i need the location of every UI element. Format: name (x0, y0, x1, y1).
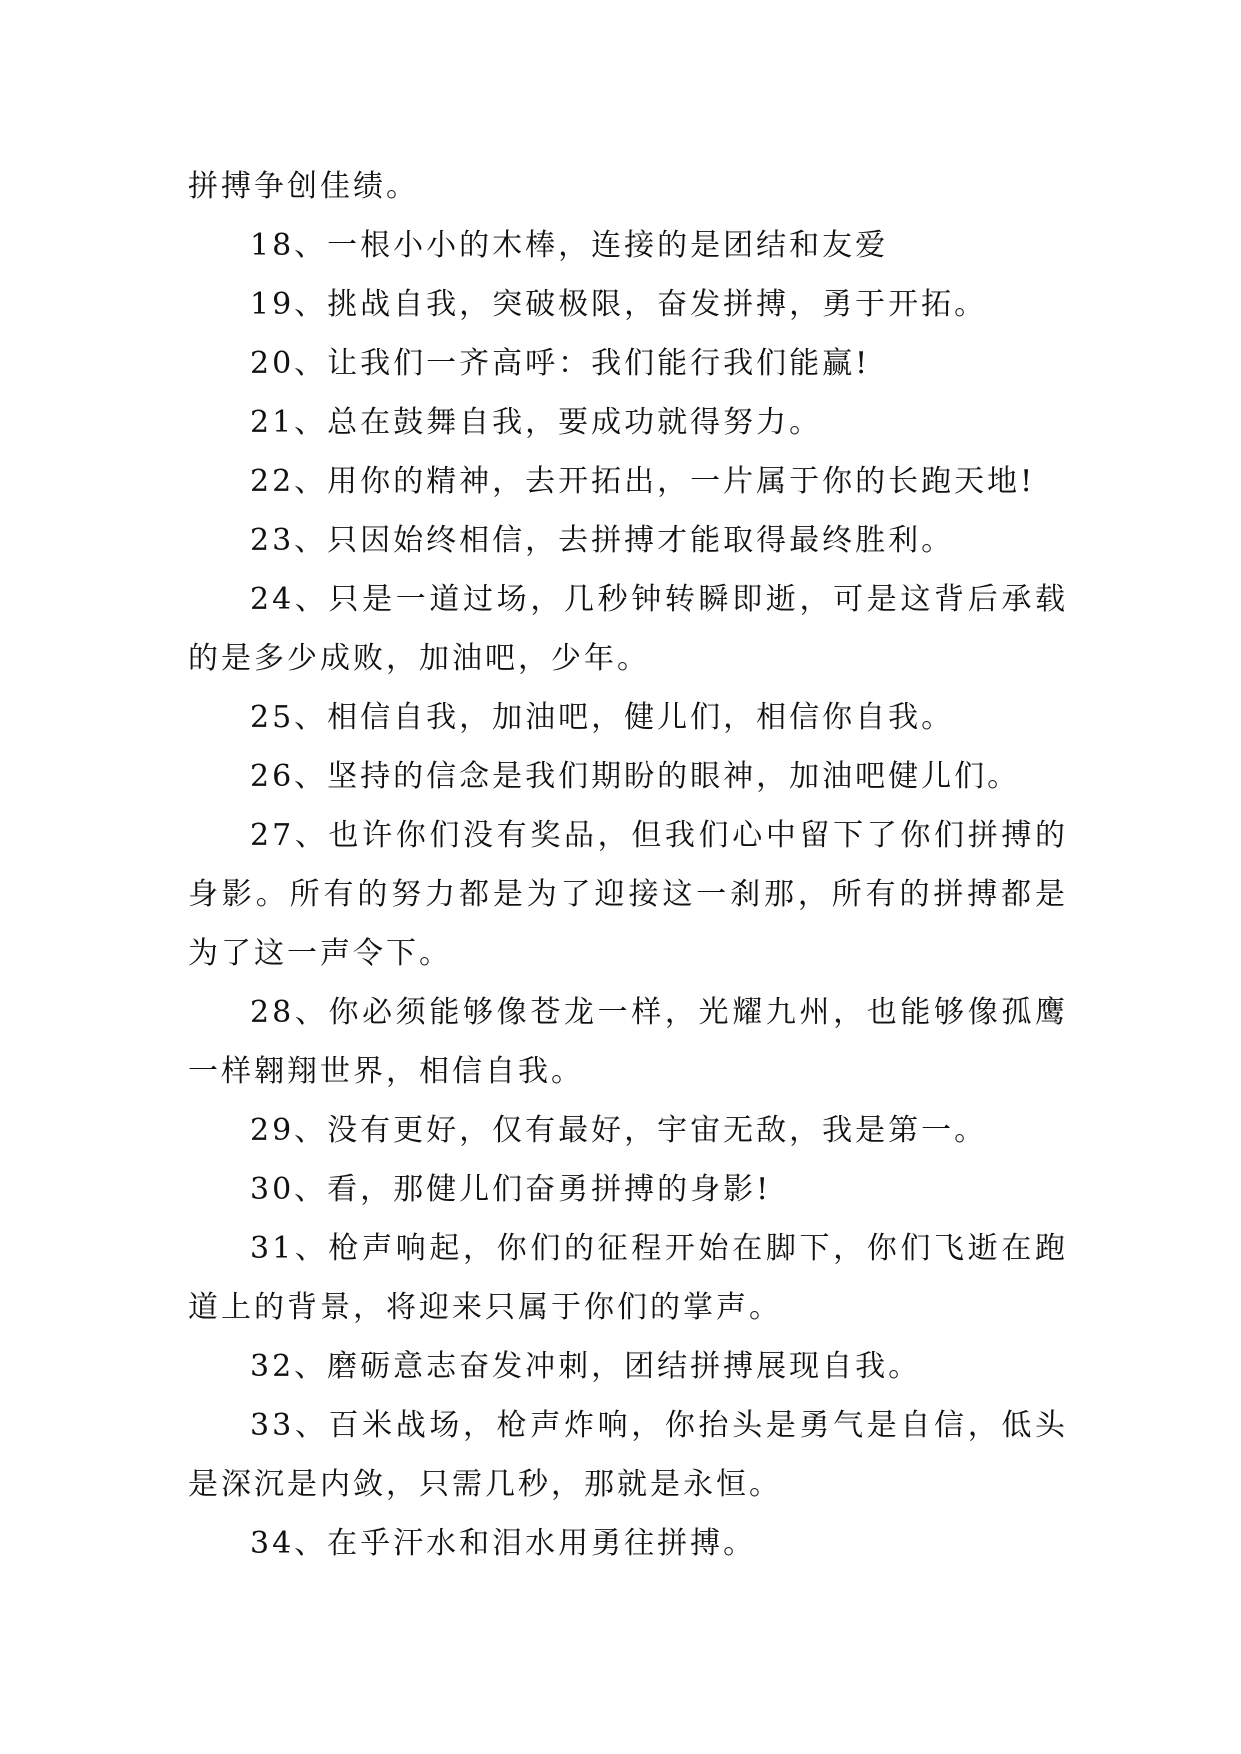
list-item: 19、挑战自我，突破极限，奋发拼搏，勇于开拓。 (250, 287, 988, 322)
list-item: 21、总在鼓舞自我，要成功就得努力。 (250, 405, 823, 440)
list-item: 29、没有更好，仅有最好，宇宙无敌，我是第一。 (250, 1113, 988, 1148)
list-item: 32、磨砺意志奋发冲刺，团结拼搏展现自我。 (250, 1349, 922, 1384)
list-item: 25、相信自我，加油吧，健儿们，相信你自我。 (250, 700, 955, 735)
list-item: 30、看，那健儿们奋勇拼搏的身影! (250, 1172, 772, 1207)
list-item: 22、用你的精神，去开拓出，一片属于你的长跑天地! (250, 464, 1036, 499)
document-body (188, 157, 1068, 1573)
list-item: 34、在乎汗水和泪水用勇往拼搏。 (250, 1526, 757, 1561)
list-item: 20、让我们一齐高呼：我们能行我们能赢! (250, 346, 871, 381)
list-item: 24、只是一道过场，几秒钟转瞬即逝，可是这背后承载的是多少成败，加油吧，少年。 (188, 582, 1068, 676)
list-item: 18、一根小小的木棒，连接的是团结和友爱 (250, 228, 889, 263)
continuation-text: 拼搏争创佳绩。 (188, 169, 419, 204)
list-item: 31、枪声响起，你们的征程开始在脚下，你们飞逝在跑道上的背景，将迎来只属于你们的掌声。 (188, 1231, 1068, 1325)
list-item: 28、你必须能够像苍龙一样，光耀九州，也能够像孤鹰一样翱翔世界，相信自我。 (188, 995, 1068, 1089)
list-item: 33、百米战场，枪声炸响，你抬头是勇气是自信，低头是深沉是内敛，只需几秒，那就是永恒。 (188, 1408, 1068, 1502)
list-item: 26、坚持的信念是我们期盼的眼神，加油吧健儿们。 (250, 759, 1021, 794)
list-item: 23、只因始终相信，去拼搏才能取得最终胜利。 (250, 523, 955, 558)
list-item: 27、也许你们没有奖品，但我们心中留下了你们拼搏的身影。所有的努力都是为了迎接这一刹那，所有的拼搏都是为了这一声令下。 (188, 818, 1068, 971)
